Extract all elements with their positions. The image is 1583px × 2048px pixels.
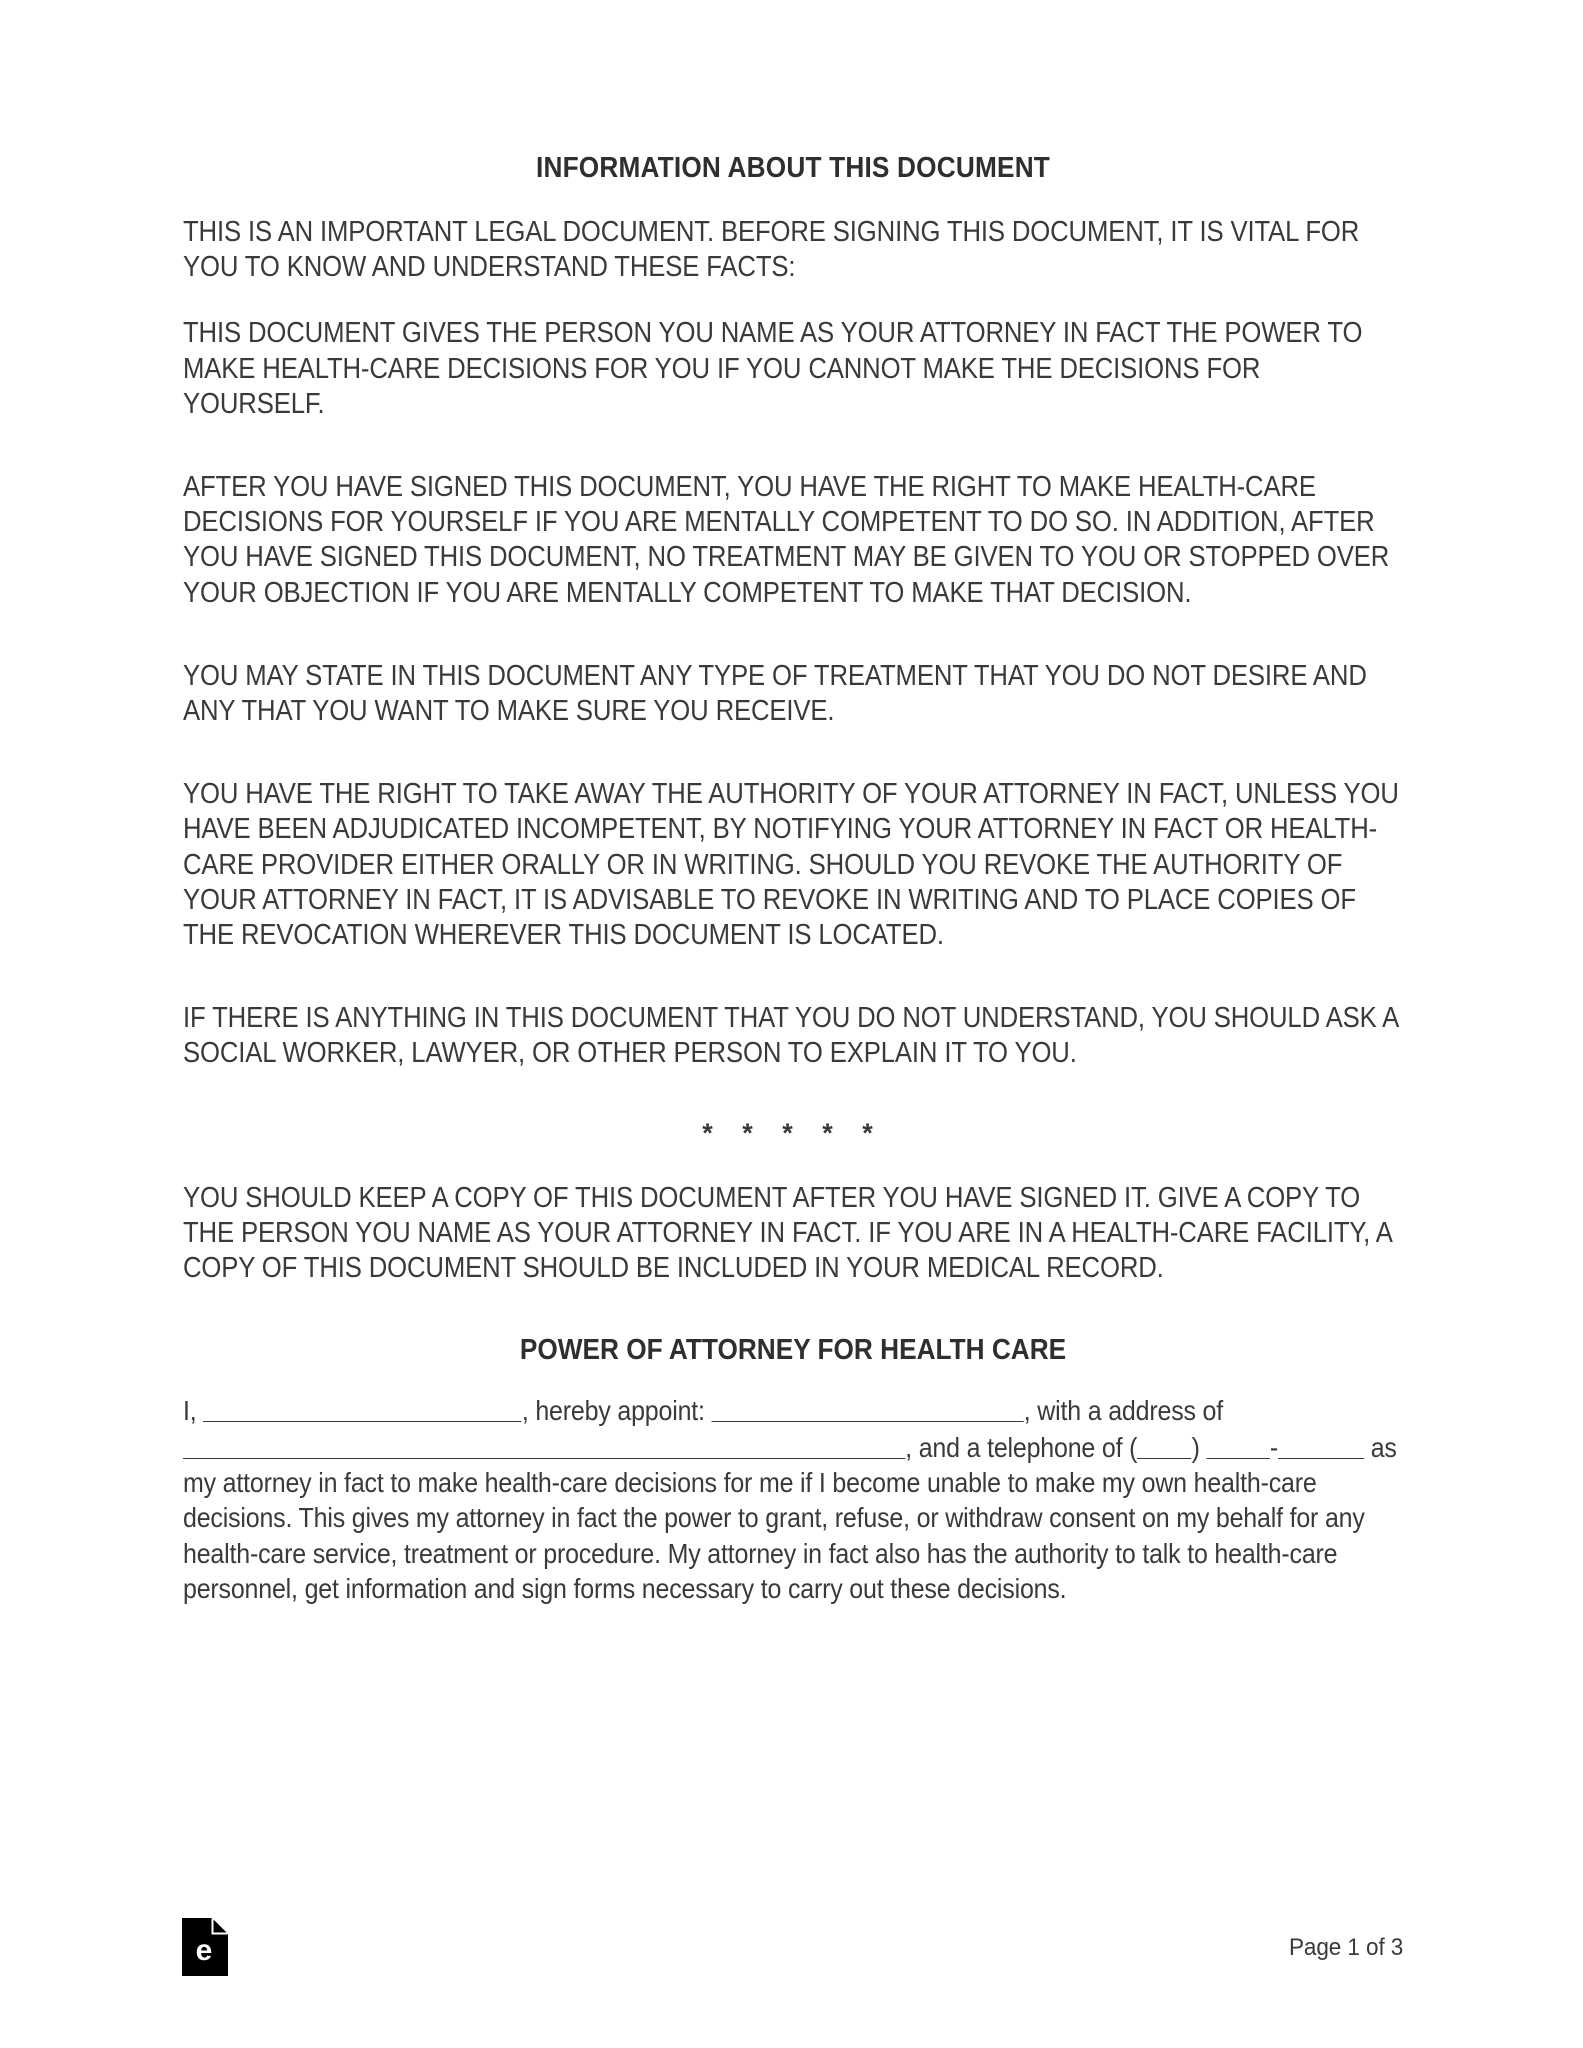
eforms-logo-icon: [182, 1918, 228, 1976]
address-blank[interactable]: [183, 1429, 905, 1459]
phone-area-code-blank[interactable]: [1137, 1429, 1191, 1459]
form-after-appointee: , with: [1023, 1395, 1082, 1427]
form-paren-close: ): [1191, 1431, 1207, 1463]
form-lead-in: I,: [183, 1395, 204, 1427]
paragraph-2: THIS DOCUMENT GIVES THE PERSON YOU NAME AS YOUR ATTORNEY IN FACT THE POWER TO MAKE HEALTH-CARE DECISIONS FOR YOU IF YOU CANNOT MAKE THE DECISIONS FOR YOURSELF.: [183, 317, 1363, 420]
form-body-text: as my attorney in fact to make health-care decisions for me if I become unable to make my own health-care decisions. This gives my attorney in fact the power to grant, refuse, or withdraw consent on my behalf for any health-care service, treatment or procedure. My attorney in fact also has the authority to talk to health-care personnel, get information and sign forms necessary to carry out these decisions.: [183, 1431, 1397, 1605]
document-content: [183, 0, 1403, 2048]
asterisk-divider: * * * * *: [702, 1117, 884, 1148]
principal-name-blank[interactable]: [203, 1392, 522, 1422]
power-of-attorney-form-text: [183, 1392, 1403, 1606]
paragraph-3: AFTER YOU HAVE SIGNED THIS DOCUMENT, YOU HAVE THE RIGHT TO MAKE HEALTH-CARE DECISIONS FOR YOURSELF IF YOU ARE MENTALLY COMPETENT TO DO SO. IN ADDITION, AFTER YOU HAVE SIGNED THIS DOCUMENT, NO TREATMENT MAY BE GIVEN TO YOU OR STOPPED OVER YOUR OBJECTION IF YOU ARE MENTALLY COMPETENT TO MAKE THAT DECISION.: [183, 471, 1390, 609]
section-title-power-of-attorney: POWER OF ATTORNEY FOR HEALTH CARE: [519, 1334, 1067, 1367]
attorney-name-blank[interactable]: [712, 1392, 1024, 1422]
form-telephone-label: telephone of (: [987, 1431, 1138, 1463]
form-after-name: , hereby appoint:: [521, 1395, 712, 1427]
page-footer: [0, 1908, 1583, 2048]
information-section: [183, 215, 1403, 1072]
form-address-label: a address of: [1087, 1395, 1224, 1427]
page-number: Page 1 of 3: [1288, 1934, 1403, 1961]
paragraph-4: YOU MAY STATE IN THIS DOCUMENT ANY TYPE OF TREATMENT THAT YOU DO NOT DESIRE AND ANY THAT YOU WANT TO MAKE SURE YOU RECEIVE.: [183, 659, 1367, 728]
paragraph-5: YOU HAVE THE RIGHT TO TAKE AWAY THE AUTHORITY OF YOUR ATTORNEY IN FACT, UNLESS YOU HAVE BEEN ADJUDICATED INCOMPETENT, BY NOTIFYING YOUR ATTORNEY IN FACT OR HEALTH-CARE PROVIDER EITHER ORALLY OR IN WRITING. SHOULD YOU REVOKE THE AUTHORITY OF YOUR ATTORNEY IN FACT, IT IS ADVISABLE TO REVOKE IN WRITING AND TO PLACE COPIES OF THE REVOCATION WHEREVER THIS DOCUMENT IS LOCATED.: [183, 778, 1399, 952]
form-after-address: , and a: [905, 1431, 981, 1463]
page-title: INFORMATION ABOUT THIS DOCUMENT: [535, 152, 1051, 184]
phone-prefix-blank[interactable]: [1206, 1429, 1269, 1459]
paragraph-1: THIS IS AN IMPORTANT LEGAL DOCUMENT. BEFORE SIGNING THIS DOCUMENT, IT IS VITAL FOR YOU TO KNOW AND UNDERSTAND THESE FACTS:: [183, 216, 1360, 284]
svg-text:e: e: [195, 1934, 213, 1967]
paragraph-keep-copy: YOU SHOULD KEEP A COPY OF THIS DOCUMENT AFTER YOU HAVE SIGNED IT. GIVE A COPY TO THE PERSON YOU NAME AS YOUR ATTORNEY IN FACT. IF YOU ARE IN A HEALTH-CARE FACILITY, A COPY OF THIS DOCUMENT SHOULD BE INCLUDED IN YOUR MEDICAL RECORD.: [183, 1181, 1392, 1285]
form-dash: -: [1269, 1431, 1278, 1463]
phone-suffix-blank[interactable]: [1278, 1429, 1364, 1459]
paragraph-6: IF THERE IS ANYTHING IN THIS DOCUMENT THAT YOU DO NOT UNDERSTAND, YOU SHOULD ASK A SOCIAL WORKER, LAWYER, OR OTHER PERSON TO EXPLAIN IT TO YOU.: [183, 1002, 1398, 1070]
